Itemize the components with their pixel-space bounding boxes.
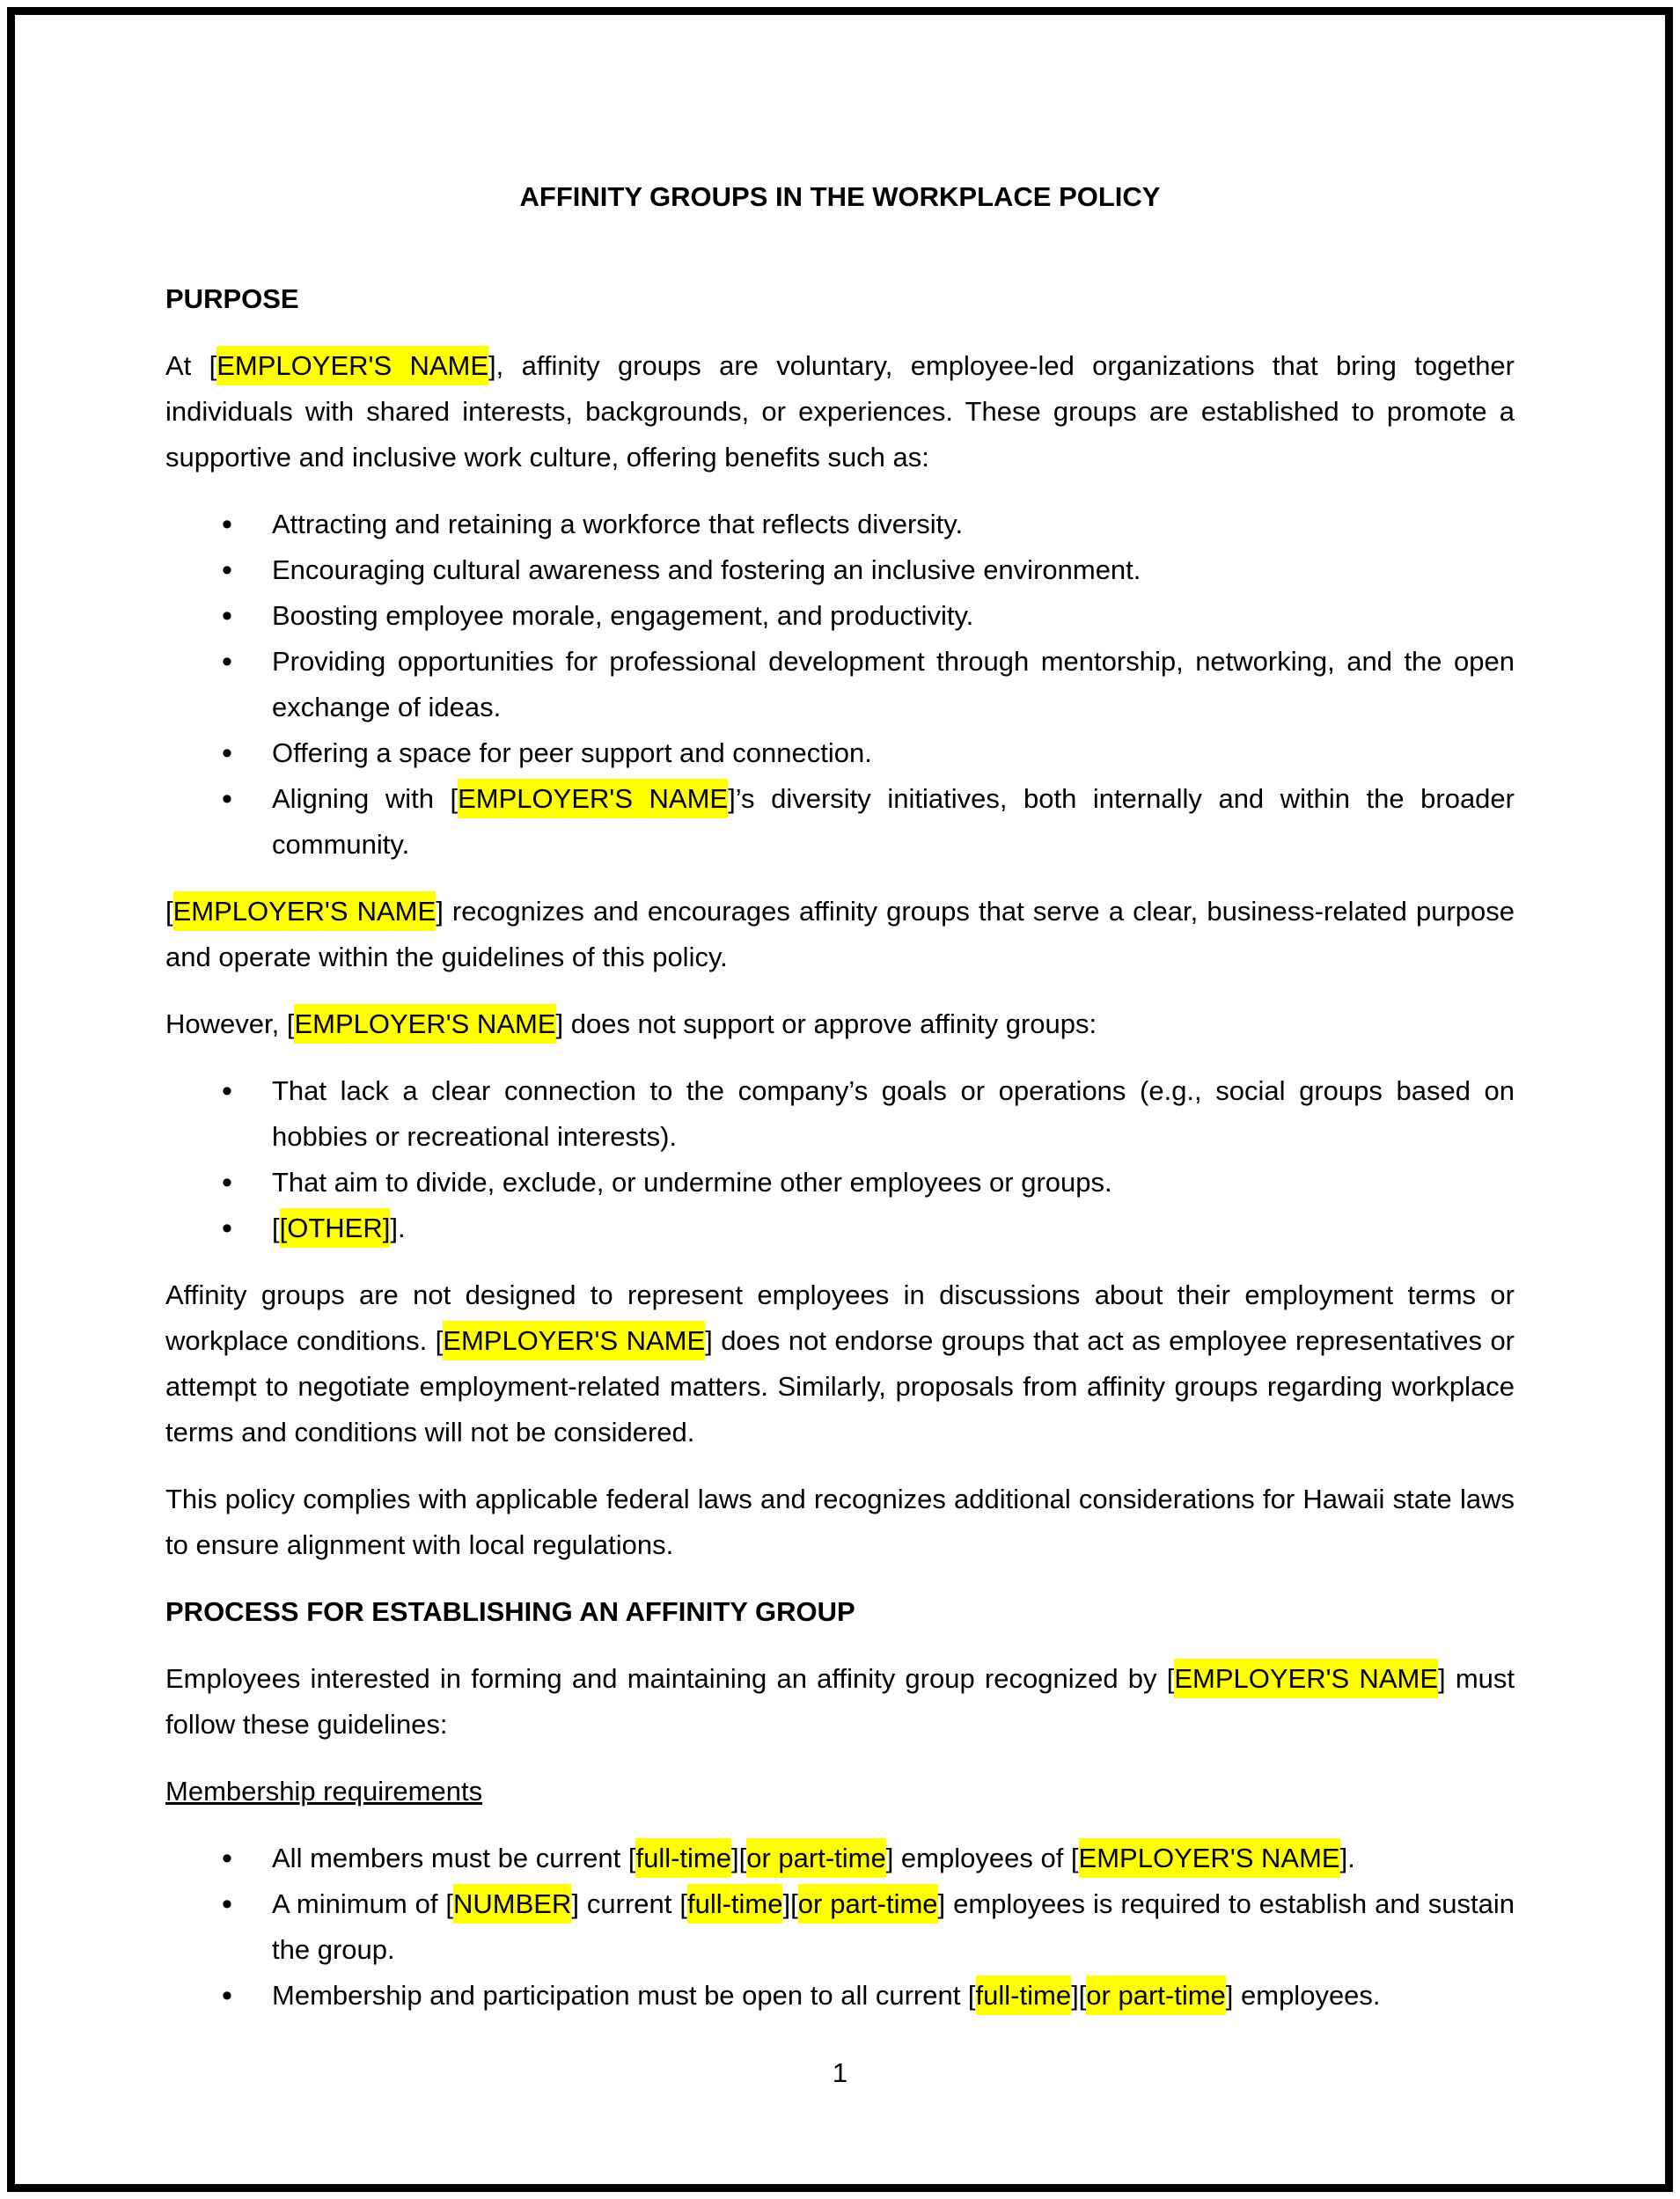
placeholder-highlight: [OTHER] [280, 1208, 391, 1248]
placeholder-highlight: EMPLOYER'S NAME [216, 346, 488, 385]
placeholder-highlight: EMPLOYER'S NAME [1174, 1659, 1438, 1698]
section-heading: PURPOSE [165, 283, 299, 314]
placeholder-highlight: EMPLOYER'S NAME [173, 891, 437, 931]
paragraph: Affinity groups are not designed to represent employees in discussions about their employment terms or workplace conditions. [EMPLOYER'S NAME] does not endorse groups that act as employee representatives or attempt to negotiate employment-related matters. Similarly, proposals from affinity groups regarding workplace terms and conditions will not be considered. [165, 1279, 1515, 1448]
placeholder-highlight: EMPLOYER'S NAME [1079, 1838, 1340, 1878]
list-item: • Membership and participation must be open to all current [full-time][or part-time] employees. [165, 1973, 1515, 2019]
paragraph: This policy complies with applicable federal laws and recognizes additional considerations for Hawaii state laws to ensure alignment with local regulations. [165, 1484, 1515, 1560]
list-item: • Boosting employee morale, engagement, and productivity. [165, 593, 1515, 639]
page-number: 1 [832, 2057, 848, 2088]
paragraph: Employees interested in forming and maintaining an affinity group recognized by [EMPLOYER'S NAME] must follow these guidelines: [165, 1656, 1515, 1748]
list-item: • Aligning with [EMPLOYER'S NAME]’s diversity initiatives, both internally and within the broader community. [165, 776, 1515, 868]
list-item: • All members must be current [full-time][or part-time] employees of [EMPLOYER'S NAME]. [165, 1836, 1515, 1881]
bullet-list [165, 1068, 1515, 1251]
list-item: • That lack a clear connection to the company’s goals or operations (e.g., social groups based on hobbies or recreational interests). [165, 1068, 1515, 1160]
placeholder-highlight: NUMBER [453, 1884, 571, 1924]
placeholder-highlight: EMPLOYER'S NAME [294, 1004, 555, 1044]
paragraph: However, [EMPLOYER'S NAME] does not support or approve affinity groups: [165, 1001, 1515, 1047]
list-item: • [[OTHER]]. [165, 1206, 1515, 1251]
bullet-list [165, 1836, 1515, 2019]
list-item: • That aim to divide, exclude, or undermine other employees or groups. [165, 1160, 1515, 1206]
paragraph: At [EMPLOYER'S NAME], affinity groups are voluntary, employee-led organizations that bring together individuals with shared interests, backgrounds, or experiences. These groups are established to promote a supportive and inclusive work culture, offering benefits such as: [165, 343, 1515, 480]
placeholder-highlight: full-time [976, 1975, 1072, 2015]
list-item: • Encouraging cultural awareness and fostering an inclusive environment. [165, 547, 1515, 593]
underlined-subheading: Membership requirements [165, 1776, 483, 1807]
placeholder-highlight: EMPLOYER'S NAME [443, 1321, 705, 1360]
list-item: • Attracting and retaining a workforce that reflects diversity. [165, 502, 1515, 547]
placeholder-highlight: EMPLOYER'S NAME [458, 779, 728, 818]
paragraph: [EMPLOYER'S NAME] recognizes and encourages affinity groups that serve a clear, business-related purpose and operate within the guidelines of this policy. [165, 889, 1515, 980]
placeholder-highlight: full-time [635, 1838, 731, 1878]
document-body [165, 276, 1515, 2019]
document-content [165, 174, 1515, 2040]
list-item: • Offering a space for peer support and connection. [165, 730, 1515, 776]
list-item: • A minimum of [NUMBER] current [full-time][or part-time] employees is required to establish and sustain the group. [165, 1881, 1515, 1973]
list-item: • Providing opportunities for professional development through mentorship, networking, and the open exchange of ideas. [165, 639, 1515, 730]
placeholder-highlight: or part-time [746, 1838, 885, 1878]
document-title: AFFINITY GROUPS IN THE WORKPLACE POLICY [519, 181, 1161, 212]
placeholder-highlight: or part-time [798, 1884, 938, 1924]
section-heading: PROCESS FOR ESTABLISHING AN AFFINITY GROUP [165, 1596, 855, 1627]
bullet-list [165, 502, 1515, 868]
placeholder-highlight: full-time [687, 1884, 783, 1924]
placeholder-highlight: or part-time [1086, 1975, 1225, 2015]
